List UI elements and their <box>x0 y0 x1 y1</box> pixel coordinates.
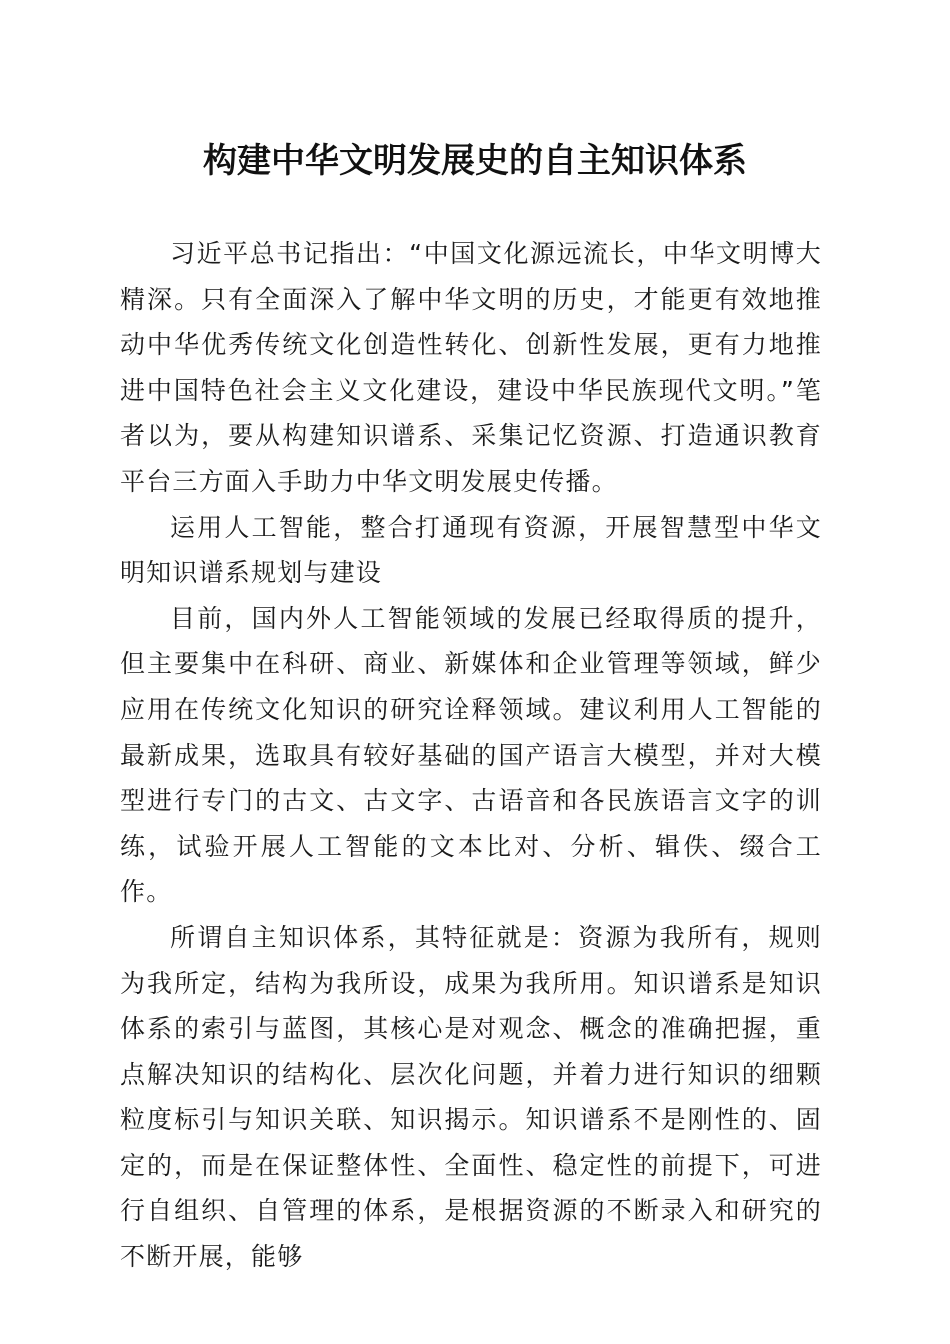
paragraph-ai-application: 目前，国内外人工智能领域的发展已经取得质的提升，但主要集中在科研、商业、新媒体和企业管理等领域，鲜少应用在传统文化知识的研究诠释领域。建议利用人工智能的最新成果，选取具有较好基础的国产语言大模型，并对大模型进行专门的古文、古文字、古语音和各民族语言文字的训练，试验开展人工智能的文本比对、分析、辑佚、缀合工作。 <box>120 603 822 907</box>
document-body <box>120 231 822 1280</box>
document-title: 构建中华文明发展史的自主知识体系 <box>203 141 747 181</box>
paragraph-knowledge-system: 所谓自主知识体系，其特征就是：资源为我所有，规则为我所定，结构为我所设，成果为我所用。知识谱系是知识体系的索引与蓝图，其核心是对观念、概念的准确把握，重点解决知识的结构化、层次化问题，并着力进行知识的细颗粒度标引与知识关联、知识揭示。知识谱系不是刚性的、固定的，而是在保证整体性、全面性、稳定性的前提下，可进行自组织、自管理的体系，是根据资源的不断录入和研究的不断开展，能够 <box>120 922 822 1272</box>
paragraph-subheading: 运用人工智能，整合打通现有资源，开展智慧型中华文明知识谱系规划与建设 <box>120 512 822 588</box>
paragraph-intro: 习近平总书记指出：“中国文化源远流长，中华文明博大精深。只有全面深入了解中华文明的历史，才能更有效地推动中华优秀传统文化创造性转化、创新性发展，更有力地推进中国特色社会主义文化建设，建设中华民族现代文明。”笔者以为，要从构建知识谱系、采集记忆资源、打造通识教育平台三方面入手助力中华文明发展史传播。 <box>120 239 822 496</box>
